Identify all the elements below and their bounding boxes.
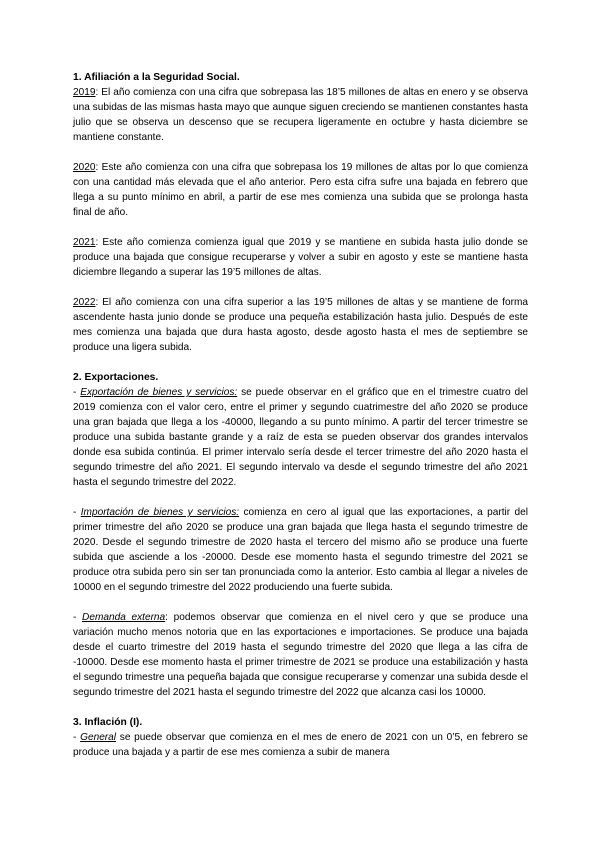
paragraph-text: Este año comienza con una cifra que sobrepasa los 19 millones de altas por lo que comienza con una cantidad más elevada que el año anterior. Pero esta cifra sufre una bajada en febrero que llega a su punto mínimo en abril, a partir de ese mes comienza una subida que se prolonga hasta final de año. xyxy=(73,162,528,218)
paragraph-text: se puede observar que comienza en el mes de enero de 2021 con un 0’5, en febrero se produce una bajada y a partir de ese mes comienza a subir de manera xyxy=(73,732,528,758)
paragraph-text: comienza en cero al igual que las exportaciones, a partir del primer trimestre del año 2020 se produce una gran bajada que llega hasta el segundo trimestre de 2020. Desde el segundo trimestre de 2020 hasta el tercero del mismo año se produce una fuerte subida que asciende a los -20000. Desde ese momento hasta el segundo trimestre del 2021 se produce otra subida pero sin ser tan pronunciada como la anterior. Esto cambia al llegar a niveles de 10000 en el segundo trimestre del 2022 produciendo una fuerte subida. xyxy=(73,507,528,593)
term-importacion: Importación de bienes y servicios: xyxy=(80,507,240,518)
term-general: General xyxy=(80,732,117,743)
term-demanda-externa: Demanda externa xyxy=(82,612,166,623)
section-heading-afiliacion: 1. Afiliación a la Seguridad Social. xyxy=(73,72,240,83)
paragraph-text: se puede observar en el gráfico que en el trimestre cuatro del 2019 comienza con el valor cero, entre el primer y segundo cuatrimestre del año 2020 se produce una gran bajada que llega a los -40000, llegando a su punto mínimo. A partir del tercer trimestre se produce una subida bastante grande y a raíz de esta se pueden observar dos grandes intervalos donde esa subida continúa. El primer intervalo sería desde el tercer trimestre del año 2020 hasta el segundo trimestre del año 2021. El segundo intervalo va desde el segundo trimestre del año 2021 hasta el segundo trimestre del 2022. xyxy=(73,387,529,488)
paragraph-demanda-externa: - Demanda externa: podemos observar que comienza en el nivel cero y que se produce una variación mucho menos notoria que en las exportaciones e importaciones. Se produce una bajada desde el cuarto trimestre del 2019 hasta el segundo trimestre del 2020 que llega a las cifra de -10000. Desde ese momento hasta el primer trimestre de 2021 se produce una estabilización y hasta el segundo trimestre una pequeña bajada que consigue recuperarse y comenzar una subida desde el segundo trimestre del 2021 hasta el segundo trimestre del 2022 que alcanza casi los 10000. xyxy=(73,612,528,698)
term-exportacion: Exportación de bienes y servicios: xyxy=(80,387,238,398)
paragraph-general: - General se puede observar que comienza en el mes de enero de 2021 con un 0’5, en febrero se produce una bajada y a partir de ese mes comienza a subir de manera xyxy=(73,732,528,758)
year-label-2019: 2019 xyxy=(73,87,96,98)
paragraph-text: El año comienza con una cifra que sobrepasa las 18’5 millones de altas en enero y se observa una subidas de las mismas hasta mayo que aunque siguen creciendo se mantienen constantes hasta julio que se observa un descenso que se recupera ligeramente en octubre y hasta diciembre se mantiene constante. xyxy=(73,87,528,143)
paragraph-text: El año comienza con una cifra superior a las 19’5 millones de altas y se mantiene de forma ascendente hasta junio donde se produce una pequeña estabilización hasta julio. Después de este mes comienza una bajada que dura hasta agosto, desde agosto hasta el mes de septiembre se produce una ligera subida. xyxy=(73,297,528,353)
paragraph-importacion: - Importación de bienes y servicios: comienza en cero al igual que las exportaciones, a partir del primer trimestre del año 2020 se produce una gran bajada que llega hasta el segundo trimestre de 2020. Desde el segundo trimestre de 2020 hasta el tercero del mismo año se produce una fuerte subida que asciende a los -20000. Desde ese momento hasta el segundo trimestre del 2021 se produce otra subida pero sin ser tan pronunciada como la anterior. Esto cambia al llegar a niveles de 10000 en el segundo trimestre del 2022 produciendo una fuerte subida. xyxy=(73,507,528,593)
paragraph-2021: 2021: Este año comienza comienza igual que 2019 y se mantiene en subida hasta julio donde se produce una bajada que consigue recuperarse y volver a subir en agosto y este se mantiene hasta diciembre llegando a superar las 19’5 millones de altas. xyxy=(73,237,529,278)
year-label-2022: 2022 xyxy=(73,297,96,308)
paragraph-exportacion: - Exportación de bienes y servicios: se puede observar en el gráfico que en el trimestre cuatro del 2019 comienza con el valor cero, entre el primer y segundo cuatrimestre del año 2020 se produce una gran bajada que llega a los -40000, llegando a su punto mínimo. A partir del tercer trimestre se produce una subida bastante grande y a raíz de esta se pueden observar dos grandes intervalos donde esa subida continúa. El primer intervalo sería desde el tercer trimestre del año 2020 hasta el segundo trimestre del año 2021. El segundo intervalo va desde el segundo trimestre del año 2021 hasta el segundo trimestre del 2022. xyxy=(73,387,529,488)
year-label-2021: 2021 xyxy=(73,237,96,248)
paragraph-2020: 2020: Este año comienza con una cifra que sobrepasa los 19 millones de altas por lo que comienza con una cantidad más elevada que el año anterior. Pero esta cifra sufre una bajada en febrero que llega a su punto mínimo en abril, a partir de ese mes comienza una subida que se prolonga hasta final de año. xyxy=(73,162,528,218)
section-heading-inflacion: 3. Inflación (I). xyxy=(73,717,143,728)
paragraph-text: Este año comienza comienza igual que 2019 y se mantiene en subida hasta julio donde se produce una bajada que consigue recuperarse y volver a subir en agosto y este se mantiene hasta diciembre llegando a superar las 19’5 millones de altas. xyxy=(73,237,529,278)
section-heading-exportaciones: 2. Exportaciones. xyxy=(73,372,159,383)
paragraph-text: podemos observar que comienza en el nivel cero y que se produce una variación mucho menos notoria que en las exportaciones e importaciones. Se produce una bajada desde el cuarto trimestre del 2019 hasta el segundo trimestre del 2020 que llega a las cifra de -10000. Desde ese momento hasta el primer trimestre de 2021 se produce una estabilización y hasta el segundo trimestre una pequeña bajada que consigue recuperarse y comenzar una subida desde el segundo trimestre del 2021 hasta el segundo trimestre del 2022 que alcanza casi los 10000. xyxy=(73,612,528,698)
paragraph-2022: 2022: El año comienza con una cifra superior a las 19’5 millones de altas y se mantiene de forma ascendente hasta junio donde se produce una pequeña estabilización hasta julio. Después de este mes comienza una bajada que dura hasta agosto, desde agosto hasta el mes de septiembre se produce una ligera subida. xyxy=(73,297,528,353)
year-label-2020: 2020 xyxy=(73,162,96,173)
paragraph-2019: 2019: El año comienza con una cifra que sobrepasa las 18’5 millones de altas en enero y se observa una subidas de las mismas hasta mayo que aunque siguen creciendo se mantienen constantes hasta julio que se observa un descenso que se recupera ligeramente en octubre y hasta diciembre se mantiene constante. xyxy=(73,87,528,143)
